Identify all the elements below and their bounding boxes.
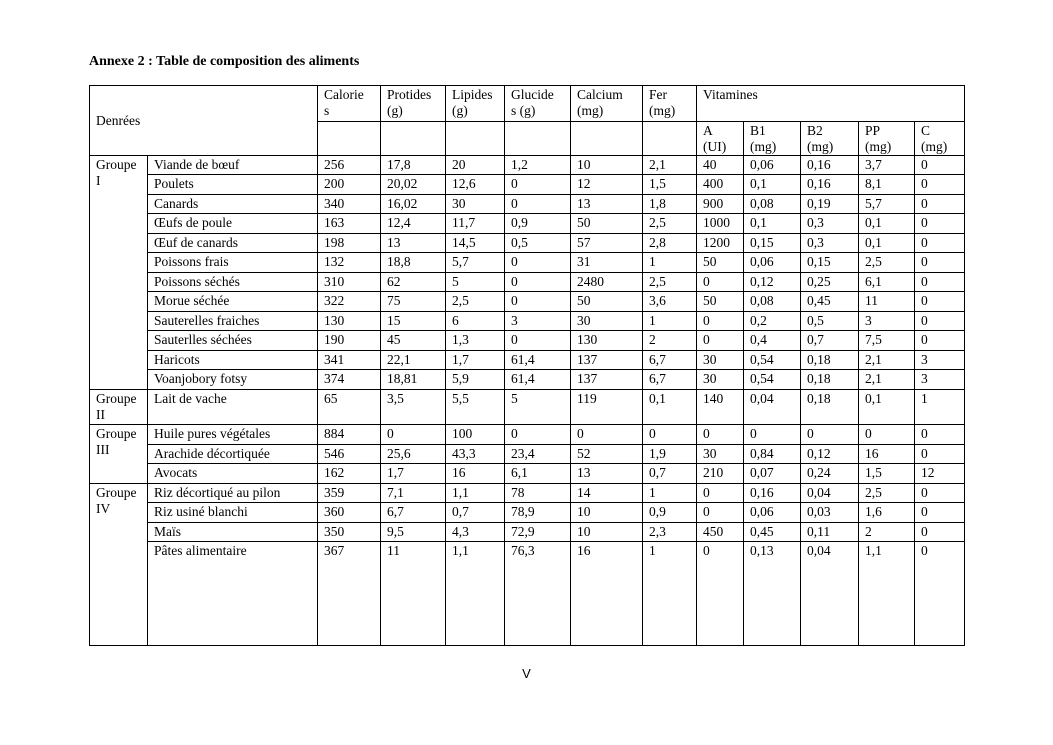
food-name-cell: Voanjobory fotsy [148,370,318,390]
value-cell: 0 [571,425,643,445]
value-cell: 5,7 [446,253,505,273]
value-cell: 1 [643,253,697,273]
value-cell: 3,5 [381,390,446,425]
value-cell: 350 [318,523,381,542]
value-cell: 0,16 [801,175,859,195]
value-cell: 0,3 [801,214,859,234]
value-cell: 13 [571,195,643,214]
table-row [90,273,965,292]
header-vitamin-pp: PP (mg) [859,122,915,156]
value-cell: 78,9 [505,503,571,523]
header-row-1 [90,86,965,122]
header-blank-cell [643,122,697,156]
table-row [90,484,965,503]
table-row [90,331,965,351]
value-cell: 76,3 [505,542,571,646]
value-cell: 6,7 [643,351,697,370]
value-cell: 40 [697,156,744,175]
value-cell: 119 [571,390,643,425]
value-cell: 4,3 [446,523,505,542]
value-cell: 0 [505,253,571,273]
value-cell: 0,07 [744,464,801,484]
value-cell: 2,8 [643,234,697,253]
value-cell: 0 [915,253,965,273]
value-cell: 0,4 [744,331,801,351]
value-cell: 2 [643,331,697,351]
value-cell: 61,4 [505,370,571,390]
table-row [90,445,965,464]
value-cell: 5,7 [859,195,915,214]
food-name-cell: Huile pures végétales [148,425,318,445]
value-cell: 0 [505,195,571,214]
group-label: Groupe IV [90,484,148,646]
value-cell: 17,8 [381,156,446,175]
value-cell: 1,1 [859,542,915,646]
value-cell: 450 [697,523,744,542]
value-cell: 3,7 [859,156,915,175]
header-blank-cell [571,122,643,156]
value-cell: 0 [505,425,571,445]
header-blank-cell [318,122,381,156]
header-glucides: Glucide s (g) [505,86,571,122]
header-denrees: Denrées [90,86,318,156]
value-cell: 0 [744,425,801,445]
value-cell: 0,04 [744,390,801,425]
table-row [90,253,965,273]
value-cell: 0,08 [744,292,801,312]
value-cell: 322 [318,292,381,312]
table-row [90,234,965,253]
value-cell: 1,5 [859,464,915,484]
value-cell: 45 [381,331,446,351]
food-name-cell: Poulets [148,175,318,195]
table-row [90,156,965,175]
value-cell: 0 [915,292,965,312]
table-row [90,195,965,214]
value-cell: 0 [915,234,965,253]
value-cell: 7,1 [381,484,446,503]
value-cell: 0,12 [744,273,801,292]
table-row [90,312,965,331]
food-name-cell: Morue séchée [148,292,318,312]
value-cell: 140 [697,390,744,425]
value-cell: 0 [643,425,697,445]
value-cell: 2,1 [859,370,915,390]
value-cell: 18,8 [381,253,446,273]
header-protides: Protides (g) [381,86,446,122]
value-cell: 100 [446,425,505,445]
value-cell: 0,1 [643,390,697,425]
table-body [90,86,965,646]
value-cell: 72,9 [505,523,571,542]
header-blank-cell [381,122,446,156]
value-cell: 0 [859,425,915,445]
value-cell: 1 [643,484,697,503]
value-cell: 0,1 [859,234,915,253]
value-cell: 884 [318,425,381,445]
food-name-cell: Viande de bœuf [148,156,318,175]
food-name-cell: Œuf de canards [148,234,318,253]
header-blank-cell [446,122,505,156]
value-cell: 30 [446,195,505,214]
food-name-cell: Riz usiné blanchi [148,503,318,523]
table-row [90,351,965,370]
value-cell: 11,7 [446,214,505,234]
value-cell: 1,1 [446,484,505,503]
value-cell: 0 [505,175,571,195]
value-cell: 50 [571,214,643,234]
value-cell: 5 [505,390,571,425]
value-cell: 6,7 [381,503,446,523]
value-cell: 0,7 [801,331,859,351]
value-cell: 12,6 [446,175,505,195]
value-cell: 12 [571,175,643,195]
value-cell: 0 [915,175,965,195]
value-cell: 0 [697,312,744,331]
table-row [90,464,965,484]
value-cell: 0,25 [801,273,859,292]
value-cell: 2,5 [643,273,697,292]
value-cell: 0 [505,292,571,312]
value-cell: 13 [381,234,446,253]
value-cell: 65 [318,390,381,425]
food-name-cell: Poissons séchés [148,273,318,292]
value-cell: 2,1 [643,156,697,175]
value-cell: 360 [318,503,381,523]
value-cell: 0 [915,214,965,234]
value-cell: 0,1 [859,390,915,425]
value-cell: 0 [697,484,744,503]
value-cell: 10 [571,156,643,175]
value-cell: 546 [318,445,381,464]
value-cell: 0,54 [744,370,801,390]
food-name-cell: Poissons frais [148,253,318,273]
value-cell: 5,5 [446,390,505,425]
value-cell: 0,1 [859,214,915,234]
value-cell: 0,08 [744,195,801,214]
food-name-cell: Maïs [148,523,318,542]
value-cell: 256 [318,156,381,175]
value-cell: 0 [505,331,571,351]
value-cell: 0,03 [801,503,859,523]
header-vitamin-c: C (mg) [915,122,965,156]
value-cell: 3,6 [643,292,697,312]
value-cell: 198 [318,234,381,253]
value-cell: 0,15 [744,234,801,253]
value-cell: 367 [318,542,381,646]
group-label: Groupe III [90,425,148,484]
value-cell: 3 [505,312,571,331]
food-name-cell: Riz décortiqué au pilon [148,484,318,503]
value-cell: 3 [859,312,915,331]
value-cell: 1,9 [643,445,697,464]
value-cell: 2 [859,523,915,542]
header-vitamin-a: A (UI) [697,122,744,156]
page-number: V [522,666,531,681]
value-cell: 0 [697,273,744,292]
composition-table [89,85,965,646]
value-cell: 20,02 [381,175,446,195]
value-cell: 10 [571,503,643,523]
value-cell: 14,5 [446,234,505,253]
value-cell: 16,02 [381,195,446,214]
value-cell: 0 [915,523,965,542]
value-cell: 137 [571,370,643,390]
value-cell: 0 [697,331,744,351]
value-cell: 12 [915,464,965,484]
value-cell: 0,04 [801,484,859,503]
value-cell: 137 [571,351,643,370]
value-cell: 2,3 [643,523,697,542]
value-cell: 2,1 [859,351,915,370]
value-cell: 52 [571,445,643,464]
table-row [90,292,965,312]
value-cell: 0 [915,331,965,351]
value-cell: 43,3 [446,445,505,464]
value-cell: 0,15 [801,253,859,273]
value-cell: 0 [801,425,859,445]
header-vitamin-b2: B2 (mg) [801,122,859,156]
value-cell: 0 [697,425,744,445]
food-name-cell: Avocats [148,464,318,484]
value-cell: 1,1 [446,542,505,646]
value-cell: 30 [697,445,744,464]
value-cell: 1 [643,312,697,331]
value-cell: 0,18 [801,351,859,370]
value-cell: 25,6 [381,445,446,464]
table-row [90,542,965,646]
value-cell: 0 [697,542,744,646]
value-cell: 50 [697,292,744,312]
value-cell: 0 [915,195,965,214]
value-cell: 16 [571,542,643,646]
value-cell: 0,54 [744,351,801,370]
value-cell: 5,9 [446,370,505,390]
value-cell: 340 [318,195,381,214]
value-cell: 78 [505,484,571,503]
value-cell: 18,81 [381,370,446,390]
value-cell: 0,11 [801,523,859,542]
value-cell: 16 [446,464,505,484]
value-cell: 62 [381,273,446,292]
value-cell: 3 [915,351,965,370]
value-cell: 5 [446,273,505,292]
value-cell: 359 [318,484,381,503]
value-cell: 2,5 [643,214,697,234]
value-cell: 0,06 [744,156,801,175]
value-cell: 190 [318,331,381,351]
table-row [90,370,965,390]
value-cell: 0,12 [801,445,859,464]
value-cell: 1,2 [505,156,571,175]
value-cell: 1,5 [643,175,697,195]
value-cell: 57 [571,234,643,253]
value-cell: 132 [318,253,381,273]
food-name-cell: Canards [148,195,318,214]
value-cell: 75 [381,292,446,312]
value-cell: 12,4 [381,214,446,234]
value-cell: 0,24 [801,464,859,484]
value-cell: 0 [915,156,965,175]
value-cell: 0,45 [744,523,801,542]
value-cell: 0,2 [744,312,801,331]
value-cell: 210 [697,464,744,484]
value-cell: 0,16 [801,156,859,175]
value-cell: 50 [571,292,643,312]
value-cell: 22,1 [381,351,446,370]
value-cell: 0 [915,542,965,646]
value-cell: 200 [318,175,381,195]
value-cell: 0,06 [744,253,801,273]
value-cell: 0,13 [744,542,801,646]
table-row [90,214,965,234]
value-cell: 11 [859,292,915,312]
value-cell: 3 [915,370,965,390]
value-cell: 0 [915,273,965,292]
value-cell: 2,5 [859,253,915,273]
value-cell: 1000 [697,214,744,234]
value-cell: 0 [915,425,965,445]
value-cell: 0,19 [801,195,859,214]
header-blank-cell [505,122,571,156]
food-name-cell: Sauterlles séchées [148,331,318,351]
value-cell: 0,18 [801,390,859,425]
header-vitamin-b1: B1 (mg) [744,122,801,156]
value-cell: 0,45 [801,292,859,312]
value-cell: 15 [381,312,446,331]
value-cell: 1,6 [859,503,915,523]
value-cell: 9,5 [381,523,446,542]
value-cell: 10 [571,523,643,542]
value-cell: 6,1 [505,464,571,484]
value-cell: 0,16 [744,484,801,503]
page-title: Annexe 2 : Table de composition des aliments [89,54,360,69]
value-cell: 1,7 [381,464,446,484]
value-cell: 61,4 [505,351,571,370]
table-row [90,503,965,523]
food-name-cell: Œufs de poule [148,214,318,234]
value-cell: 0,5 [801,312,859,331]
food-name-cell: Lait de vache [148,390,318,425]
value-cell: 16 [859,445,915,464]
value-cell: 0 [381,425,446,445]
value-cell: 130 [571,331,643,351]
value-cell: 0,1 [744,214,801,234]
value-cell: 0,7 [446,503,505,523]
value-cell: 341 [318,351,381,370]
value-cell: 1 [643,542,697,646]
value-cell: 6,7 [643,370,697,390]
header-fer: Fer (mg) [643,86,697,122]
value-cell: 0 [915,503,965,523]
value-cell: 0 [915,445,965,464]
value-cell: 30 [697,370,744,390]
value-cell: 0,3 [801,234,859,253]
value-cell: 14 [571,484,643,503]
value-cell: 400 [697,175,744,195]
value-cell: 0,7 [643,464,697,484]
value-cell: 2,5 [446,292,505,312]
value-cell: 0,84 [744,445,801,464]
value-cell: 163 [318,214,381,234]
value-cell: 1,8 [643,195,697,214]
header-vitamines: Vitamines [697,86,965,122]
value-cell: 2480 [571,273,643,292]
value-cell: 31 [571,253,643,273]
food-name-cell: Haricots [148,351,318,370]
value-cell: 0,9 [505,214,571,234]
value-cell: 8,1 [859,175,915,195]
food-name-cell: Pâtes alimentaire [148,542,318,646]
value-cell: 6,1 [859,273,915,292]
value-cell: 0,04 [801,542,859,646]
group-label: Groupe I [90,156,148,390]
food-name-cell: Arachide décortiquée [148,445,318,464]
header-calories: Calorie s [318,86,381,122]
food-name-cell: Sauterelles fraiches [148,312,318,331]
value-cell: 50 [697,253,744,273]
value-cell: 1,7 [446,351,505,370]
value-cell: 0 [505,273,571,292]
value-cell: 0 [915,484,965,503]
value-cell: 30 [697,351,744,370]
value-cell: 162 [318,464,381,484]
header-calcium: Calcium (mg) [571,86,643,122]
value-cell: 7,5 [859,331,915,351]
value-cell: 0 [697,503,744,523]
value-cell: 0,18 [801,370,859,390]
header-lipides: Lipides (g) [446,86,505,122]
table-row [90,425,965,445]
value-cell: 0,06 [744,503,801,523]
value-cell: 0,5 [505,234,571,253]
value-cell: 0 [915,312,965,331]
value-cell: 1 [915,390,965,425]
value-cell: 13 [571,464,643,484]
group-label: Groupe II [90,390,148,425]
value-cell: 130 [318,312,381,331]
value-cell: 2,5 [859,484,915,503]
value-cell: 6 [446,312,505,331]
value-cell: 30 [571,312,643,331]
value-cell: 374 [318,370,381,390]
value-cell: 310 [318,273,381,292]
value-cell: 20 [446,156,505,175]
value-cell: 11 [381,542,446,646]
table-row [90,390,965,425]
table-row [90,175,965,195]
value-cell: 0,1 [744,175,801,195]
value-cell: 1,3 [446,331,505,351]
value-cell: 0,9 [643,503,697,523]
table-row [90,523,965,542]
value-cell: 900 [697,195,744,214]
value-cell: 1200 [697,234,744,253]
value-cell: 23,4 [505,445,571,464]
